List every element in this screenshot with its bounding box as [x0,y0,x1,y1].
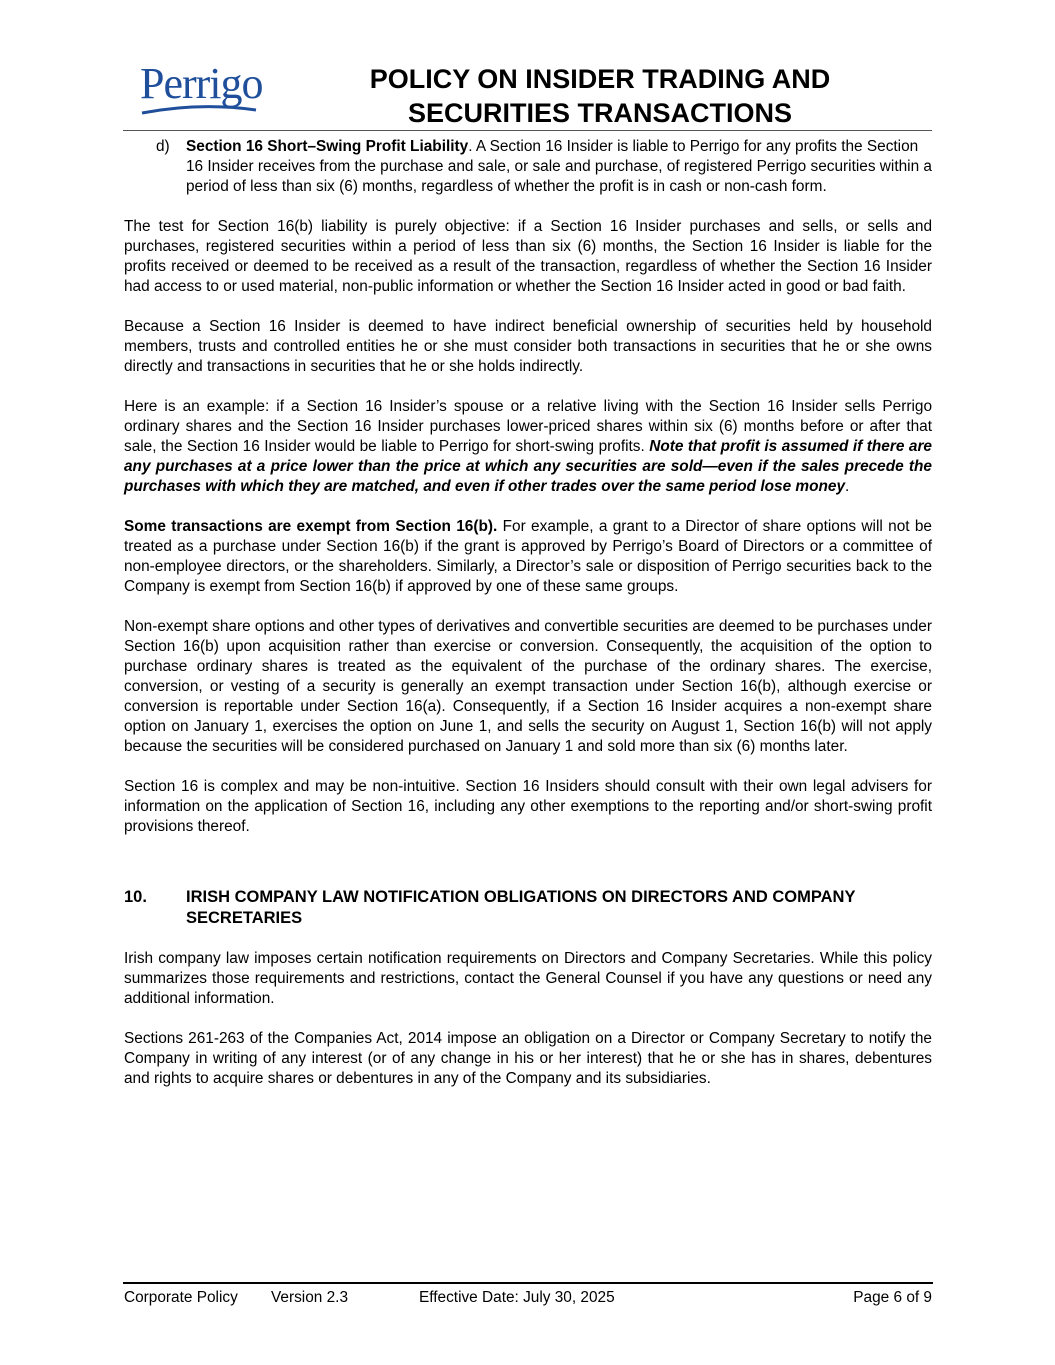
document-body [124,137,932,1109]
paragraph-objective-test: The test for Section 16(b) liability is purely objective: if a Section 16 Insider purchases and sells, or sells and purchases, registered securities within a period of less than six (6) months, the Section 16 Insider is liable for the profits received or deemed to be received as a result of the transaction, regardless of whether the Section 16 Insider had access to or used material, non-public information or whether the Section 16 Insider acted in good or bad faith. [124,218,932,295]
logo-swoosh-icon [140,104,258,116]
title-line-1: POLICY ON INSIDER TRADING AND [369,64,831,94]
paragraph-example [124,397,932,497]
paragraph-indirect-ownership: Because a Section 16 Insider is deemed to have indirect beneficial ownership of securities held by household members, trusts and controlled entities he or she must consider both transactions in securities that he or she owns directly and transactions in securities that he or she holds indirectly. [124,318,932,375]
example-end: . [845,478,850,495]
section-10-heading [124,887,932,929]
footer-policy: Corporate Policy [124,1289,238,1306]
exemptions-lead: Some transactions are exempt from Section 16(b). [124,518,498,535]
footer-effective-date: Effective Date: July 30, 2025 [419,1289,615,1306]
footer-version: Version 2.3 [271,1289,349,1306]
exemptions-text: For example, a grant to a Director of share options will not be treated as a purchase under Section 16(b) if the grant is approved by Perrigo’s Board of Directors or a committee of non-employee directors, or the shareholders. Similarly, a Director’s sale or disposition of Perrigo securities back to the Company is exempt from Section 16(b) if approved by one of these same groups. [124,518,932,595]
title-line-2: SECURITIES TRANSACTIONS [407,98,793,128]
paragraph-derivatives: Non-exempt share options and other types of derivatives and convertible securities are deemed to be purchases under Section 16(b) upon acquisition rather than exercise or conversion. Consequently, the acquisition of the option to purchase ordinary shares is treated as the equivalent of the purchase of the ordinary shares. The exercise, conversion, or vesting of a security is generally an exempt transaction under Section 16(b), although exercise or conversion is reportable under Section 16(a). Consequently, if a Section 16 Insider acquires a non-exempt share option on January 1, exercises the option on June 1, and sells the security on August 1, Section 16(b) will not apply because the securities will be considered purchased on January 1 and sold more than six (6) months later. [124,618,932,755]
footer-page-number: Page 6 of 9 [853,1289,932,1306]
document-title [300,62,900,130]
paragraph-exemptions [124,517,932,597]
perrigo-logo [140,59,263,117]
example-emphasis: Note that profit is assumed if there are any purchases at a price lower than the price at which any securities are sold—even if the sales precede the purchases with which they are matched, and even if other trades over the same period lose money [124,438,932,495]
list-item-text [186,137,932,197]
list-marker: d) [156,138,170,155]
paragraph-companies-act: Sections 261-263 of the Companies Act, 2014 impose an obligation on a Director or Company Secretary to notify the Company in writing of any interest (or of any change in his or her interest) that he or she has in shares, debentures and rights to acquire shares or debentures in any of the Company and its subsidiaries. [124,1030,932,1087]
list-item-d [124,137,932,197]
paragraph-irish-law: Irish company law imposes certain notification requirements on Directors and Company Secretaries. While this policy summarizes those requirements and restrictions, contact the General Counsel if you have any questions or need any additional information. [124,950,932,1007]
section-title: IRISH COMPANY LAW NOTIFICATION OBLIGATIONS ON DIRECTORS AND COMPANY SECRETARIES [186,888,856,927]
header-divider [123,130,932,131]
footer-divider [123,1282,933,1284]
list-item-body: . A Section 16 Insider is liable to Perrigo for any profits the Section 16 Insider receives from the purchase and sale, or sale and purchase, of registered Perrigo securities within a period of less than six (6) months, regardless of whether the profit is in cash or non-cash form. [186,138,932,195]
list-item-heading: Section 16 Short–Swing Profit Liability [186,138,469,155]
example-text: Here is an example: if a Section 16 Insider’s spouse or a relative living with the Section 16 Insider sells Perrigo ordinary shares and the Section 16 Insider purchases lower-priced shares within six (6) months before or after that sale, the Section 16 Insider would be liable to Perrigo for short-swing profits. [124,398,932,455]
section-number: 10. [124,888,147,906]
paragraph-complexity: Section 16 is complex and may be non-intuitive. Section 16 Insiders should consult with their own legal advisers for information on the application of Section 16, including any other exemptions to the reporting and/or short-swing profit provisions thereof. [124,778,932,835]
logo-wordmark: Perrigo [140,59,263,108]
